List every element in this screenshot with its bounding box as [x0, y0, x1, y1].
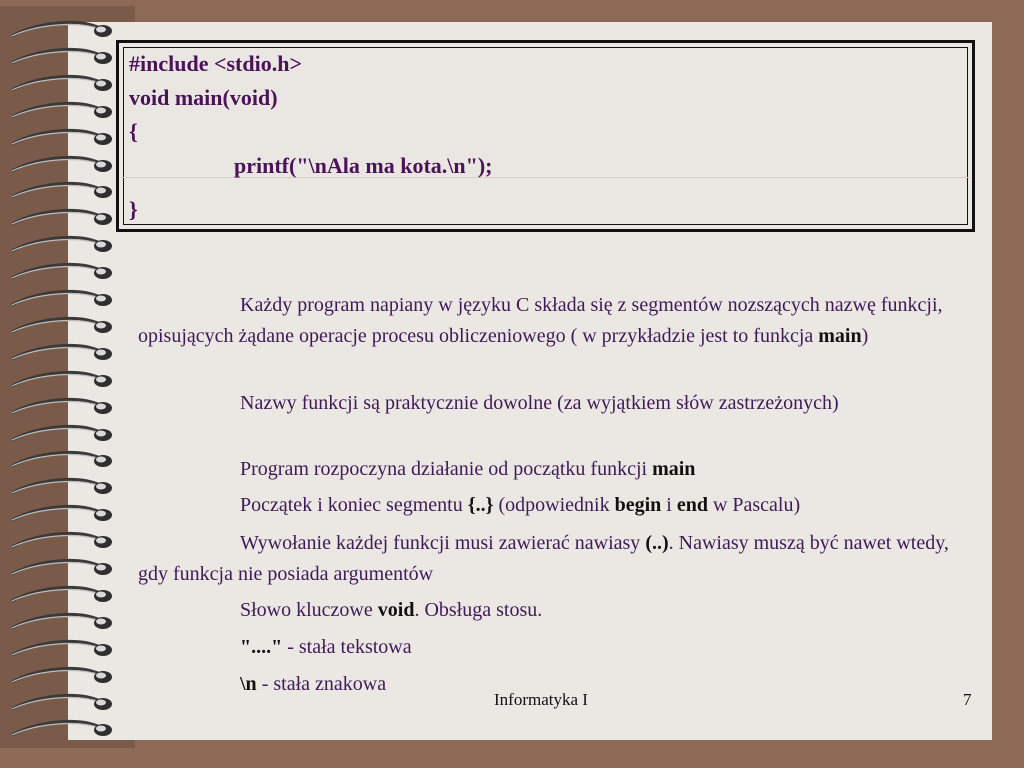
- spiral-ring-icon: [8, 74, 114, 96]
- spiral-ring-icon: [8, 585, 114, 607]
- paragraph-text: . Obsługa stosu.: [414, 599, 543, 621]
- spiral-ring-icon: [8, 370, 114, 392]
- paragraph: [138, 595, 978, 626]
- spiral-ring-icon: [8, 128, 114, 150]
- spiral-ring-icon: [8, 450, 114, 472]
- paragraph: [138, 454, 978, 485]
- spiral-ring-icon: [8, 181, 114, 203]
- spiral-ring-icon: [8, 693, 114, 715]
- spiral-ring-icon: [8, 612, 114, 634]
- spiral-ring-icon: [8, 316, 114, 338]
- paragraph-text: Wywołanie każdej funkcji musi zawierać nawiasy: [240, 532, 646, 554]
- paragraph-text: i: [661, 494, 677, 516]
- bold-term: \n: [240, 673, 257, 695]
- spiral-binding: [0, 20, 120, 750]
- page-number: 7: [963, 690, 972, 709]
- paragraph-text: w Pascalu): [707, 494, 801, 516]
- footer-title: Informatyka I: [494, 690, 588, 709]
- spiral-ring-icon: [8, 719, 114, 741]
- paragraph-text: ): [861, 325, 869, 347]
- code-line-main: void main(void): [129, 85, 278, 110]
- spiral-ring-icon: [8, 504, 114, 526]
- spiral-ring-icon: [8, 639, 114, 661]
- paragraph: [138, 388, 978, 419]
- code-line-open-brace: {: [129, 119, 138, 144]
- bold-term: end: [676, 494, 708, 516]
- paragraph: [138, 528, 978, 590]
- paragraph-text: Słowo kluczowe: [240, 599, 378, 621]
- spiral-ring-icon: [8, 424, 114, 446]
- bold-term: {..}: [467, 494, 494, 516]
- bold-term: begin: [614, 494, 662, 516]
- paragraph-text: (odpowiednik: [493, 494, 615, 516]
- spiral-ring-icon: [8, 208, 114, 230]
- paragraph-text: Każdy program napiany w języku C składa się z segmentów nozszących nazwę funkcji, opisujących żądane operacje procesu obliczeniowego ( w przykładzie jest to funkcja: [138, 294, 943, 347]
- paragraph-text: Program rozpoczyna działanie od początku funkcji: [240, 458, 653, 480]
- paragraph-text: Nazwy funkcji są praktycznie dowolne (za wyjątkiem słów zastrzeżonych): [240, 392, 839, 414]
- bold-term: void: [377, 599, 415, 621]
- paragraph-text: - stała znakowa: [256, 673, 387, 695]
- spiral-ring-icon: [8, 101, 114, 123]
- bold-term: (..): [645, 532, 669, 554]
- paragraph: [138, 290, 978, 352]
- code-line-printf: printf("\nAla ma kota.\n");: [234, 153, 493, 178]
- spiral-ring-icon: [8, 397, 114, 419]
- spiral-ring-icon: [8, 289, 114, 311]
- paragraph: [138, 490, 978, 521]
- spiral-ring-icon: [8, 235, 114, 257]
- paragraph-text: Początek i koniec segmentu: [240, 494, 468, 516]
- spiral-ring-icon: [8, 155, 114, 177]
- spiral-ring-icon: [8, 262, 114, 284]
- spiral-ring-icon: [8, 20, 114, 42]
- paragraph-text: . Nawiasy muszą być nawet wtedy, gdy funkcja nie posiada argumentów: [138, 532, 949, 585]
- paragraph: [138, 632, 978, 663]
- spiral-ring-icon: [8, 343, 114, 365]
- spiral-ring-icon: [8, 47, 114, 69]
- bold-term: main: [818, 325, 862, 347]
- code-line-close-brace: }: [129, 197, 138, 222]
- paragraph-text: - stała tekstowa: [282, 636, 412, 658]
- bold-term: main: [652, 458, 696, 480]
- spiral-ring-icon: [8, 558, 114, 580]
- code-line-include: #include <stdio.h>: [129, 51, 303, 76]
- spiral-ring-icon: [8, 477, 114, 499]
- spiral-ring-icon: [8, 666, 114, 688]
- code-box: [116, 40, 975, 232]
- bold-term: "....": [240, 636, 283, 658]
- spiral-ring-icon: [8, 531, 114, 553]
